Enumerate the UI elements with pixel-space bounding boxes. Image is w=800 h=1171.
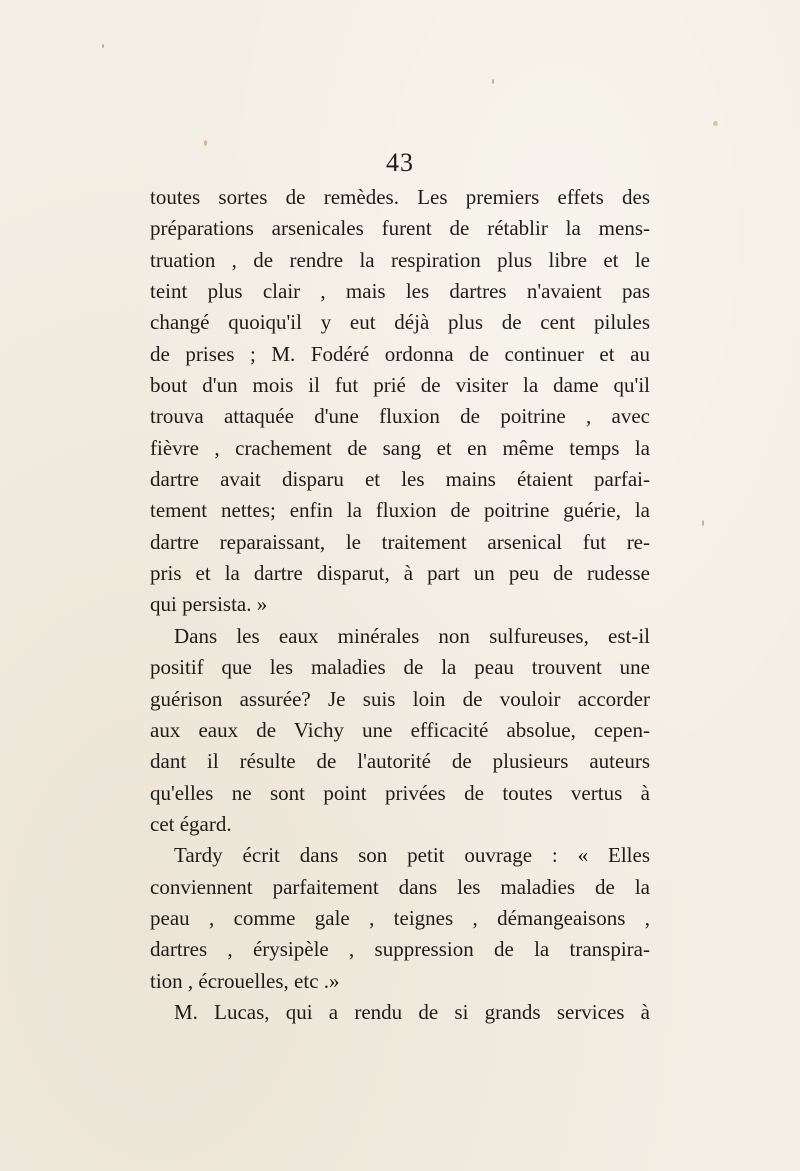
paper-speck bbox=[204, 140, 207, 146]
text-line: dartre reparaissant, le traitement arsenical fut re- bbox=[150, 529, 650, 554]
text-line: dartres , érysipèle , suppression de la transpira- bbox=[150, 937, 650, 962]
text-line: teint plus clair , mais les dartres n'avaient pas bbox=[150, 279, 650, 304]
page-number: 43 bbox=[386, 148, 414, 177]
text-line: dartre avait disparu et les mains étaient parfai- bbox=[150, 467, 650, 492]
text-line: changé quoiqu'il y eut déjà plus de cent pilules bbox=[150, 310, 650, 335]
text-line: aux eaux de Vichy une efficacité absolue, cepen- bbox=[150, 717, 650, 742]
text-line: Tardy écrit dans son petit ouvrage : « Elles bbox=[174, 843, 650, 868]
text-line: bout d'un mois il fut prié de visiter la dame qu'il bbox=[150, 373, 650, 398]
text-line: qui persista. » bbox=[150, 592, 268, 617]
text-line: pris et la dartre disparut, à part un peu de rudesse bbox=[150, 561, 650, 586]
text-line: conviennent parfaitement dans les maladies de la bbox=[150, 874, 650, 899]
text-line: tion , écrouelles, etc .» bbox=[150, 968, 340, 993]
text-line: M. Lucas, qui a rendu de si grands services à bbox=[174, 999, 650, 1024]
text-line: positif que les maladies de la peau trouvent une bbox=[150, 655, 650, 680]
paper-speck bbox=[702, 520, 704, 526]
text-line: qu'elles ne sont point privées de toutes vertus à bbox=[150, 780, 650, 805]
text-line: de prises ; M. Fodéré ordonna de continuer et au bbox=[150, 341, 650, 366]
body-text bbox=[150, 182, 650, 1028]
text-line: dant il résulte de l'autorité de plusieurs auteurs bbox=[150, 749, 650, 774]
text-line: tement nettes; enfin la fluxion de poitrine guérie, la bbox=[150, 498, 650, 523]
text-line: fièvre , crachement de sang et en même temps la bbox=[150, 435, 650, 460]
text-line: truation , de rendre la respiration plus libre et le bbox=[150, 247, 650, 272]
text-line: Dans les eaux minérales non sulfureuses, est-il bbox=[174, 623, 650, 648]
text-line: préparations arsenicales furent de rétablir la mens- bbox=[150, 216, 650, 241]
text-line: cet égard. bbox=[150, 811, 232, 836]
paper-speck bbox=[102, 44, 104, 48]
paper-speck bbox=[713, 121, 718, 126]
text-line: toutes sortes de remèdes. Les premiers effets des bbox=[150, 185, 650, 209]
text-line: peau , comme gale , teignes , démangeaisons , bbox=[150, 905, 650, 930]
text-line: guérison assurée? Je suis loin de vouloir accorder bbox=[150, 686, 650, 711]
text-line: trouva attaquée d'une fluxion de poitrine , avec bbox=[150, 404, 650, 429]
paper-speck bbox=[492, 79, 494, 84]
